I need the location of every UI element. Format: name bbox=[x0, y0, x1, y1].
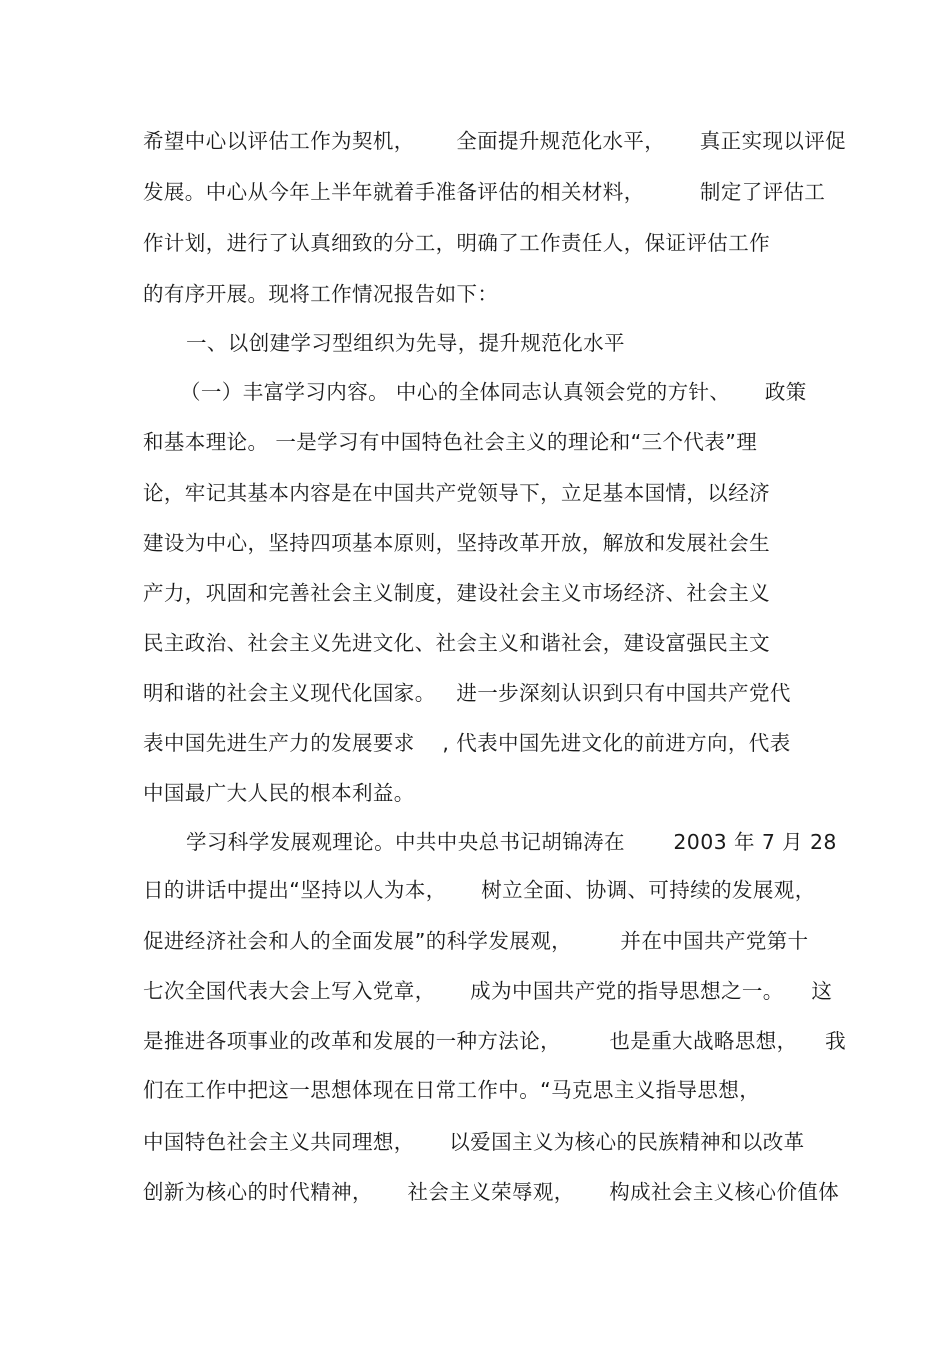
paragraph-line: 发展。中心从今年上半年就着手准备评估的相关材料， 制定了评估工 bbox=[143, 180, 826, 204]
paragraph-line: 希望中心以评估工作为契机， 全面提升规范化水平， 真正实现以评促 bbox=[143, 129, 847, 153]
paragraph-line: 的有序开展。现将工作情况报告如下： bbox=[143, 282, 499, 306]
paragraph-line: 日的讲话中提出“坚持以人为本， 树立全面、协调、可持续的发展观， bbox=[143, 878, 816, 902]
paragraph-line: 作计划，进行了认真细致的分工，明确了工作责任人，保证评估工作 bbox=[143, 231, 770, 255]
paragraph-line: 是推进各项事业的改革和发展的一种方法论， 也是重大战略思想， 我 bbox=[143, 1029, 847, 1053]
paragraph-line: 促进经济社会和人的全面发展”的科学发展观， 并在中国共产党第十 bbox=[143, 929, 809, 953]
paragraph-line: 学习科学发展观理论。中共中央总书记胡锦涛在 2003 年 7 月 28 bbox=[186, 830, 837, 854]
paragraph-line: 和基本理论。 一是学习有中国特色社会主义的理论和“三个代表”理 bbox=[143, 430, 758, 454]
paragraph-line: 明和谐的社会主义现代化国家。 进一步深刻认识到只有中国共产党代 bbox=[143, 681, 791, 705]
paragraph-line: 论，牢记其基本内容是在中国共产党领导下，立足基本国情，以经济 bbox=[143, 481, 770, 505]
paragraph-line: 们在工作中把这一思想体现在日常工作中。“马克思主义指导思想， bbox=[143, 1078, 761, 1102]
paragraph-line: 中国最广大人民的根本利益。 bbox=[143, 781, 415, 805]
paragraph-line: 建设为中心，坚持四项基本原则，坚持改革开放，解放和发展社会生 bbox=[143, 531, 770, 555]
paragraph-line: 民主政治、社会主义先进文化、社会主义和谐社会，建设富强民主文 bbox=[143, 631, 770, 655]
subsection-heading-line: （一）丰富学习内容。 中心的全体同志认真领会党的方针、 政策 bbox=[180, 380, 807, 404]
paragraph-line: 产力，巩固和完善社会主义制度，建设社会主义市场经济、社会主义 bbox=[143, 581, 770, 605]
paragraph-line: 创新为核心的时代精神， 社会主义荣辱观， 构成社会主义核心价值体 bbox=[143, 1180, 840, 1204]
paragraph-line: 中国特色社会主义共同理想， 以爱国主义为核心的民族精神和以改革 bbox=[143, 1130, 805, 1154]
paragraph-line: 表中国先进生产力的发展要求 , 代表中国先进文化的前进方向，代表 bbox=[143, 731, 791, 755]
paragraph-line: 七次全国代表大会上写入党章， 成为中国共产党的指导思想之一。 这 bbox=[143, 979, 833, 1003]
section-heading: 一、以创建学习型组织为先导，提升规范化水平 bbox=[186, 331, 625, 355]
